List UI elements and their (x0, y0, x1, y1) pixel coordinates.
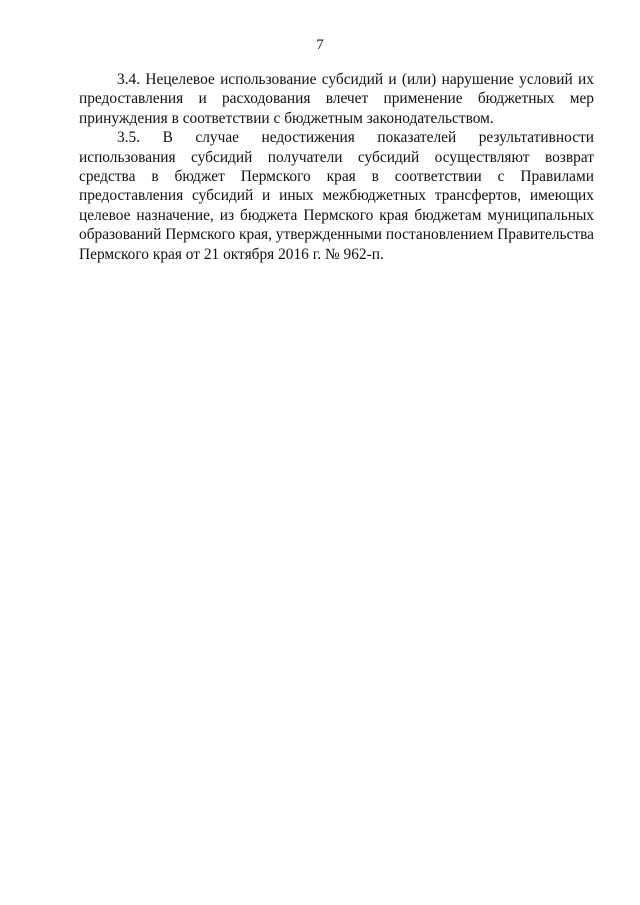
page-number: 7 (316, 37, 324, 53)
document-body (79, 70, 594, 264)
paragraph-3-4: 3.4. Нецелевое использование субсидий и (или) нарушение условий их предоставления и расходования влечет применение бюджетных мер принуждения в соответствии с бюджетным законодательством. (79, 71, 594, 127)
paragraph-3-5: 3.5. В случае недостижения показателей результативности использования субсидий получатели субсидий осуществляют возврат средства в бюджет Пермского края в соответствии с Правилами предоставления субсидий и иных межбюджетных трансфертов, имеющих целевое назначение, из бюджета Пермского края бюджетам муниципальных образований Пермского края, утвержденными постановлением Правительства Пермского края от 21 октября 2016 г. № 962-п. (79, 129, 595, 263)
